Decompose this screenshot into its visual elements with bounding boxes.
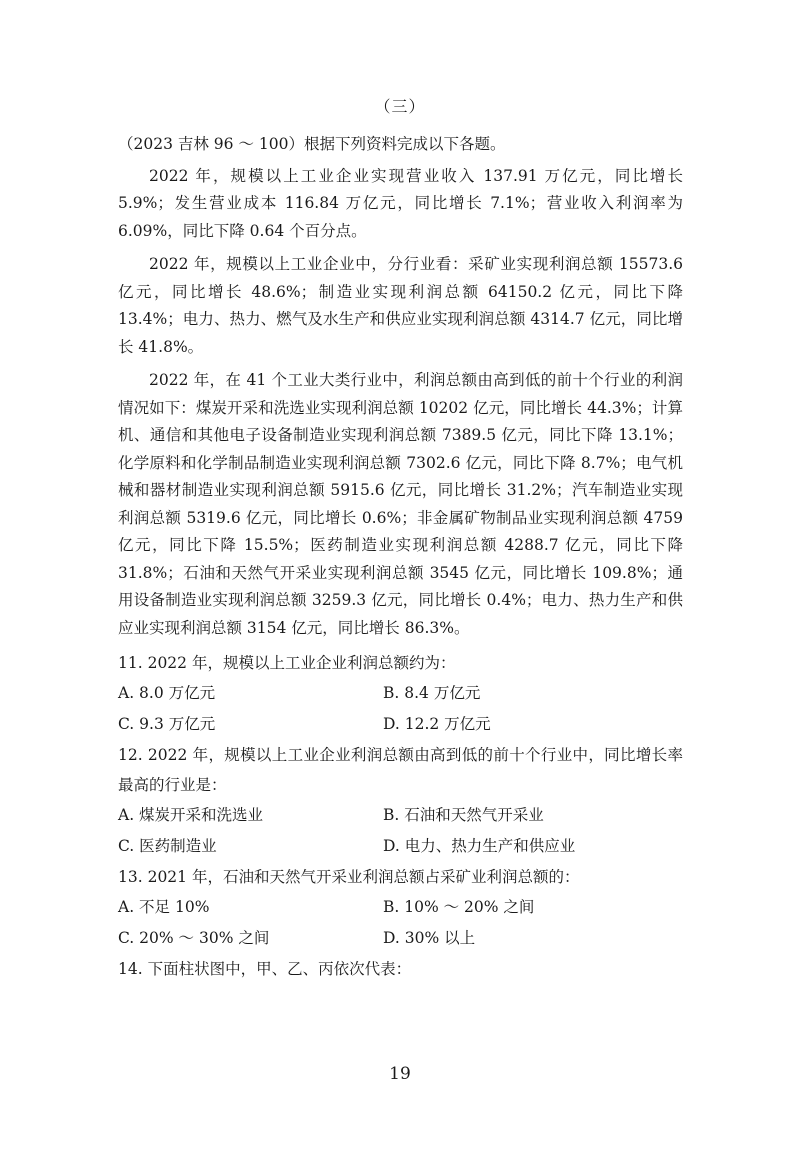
question-13-option-b: B. 10% ～ 20% 之间 (383, 898, 535, 916)
question-13-option-d: D. 30% 以上 (383, 929, 476, 947)
question-14 (118, 954, 683, 984)
question-13-stem: 13. 2021 年，石油和天然气开采业利润总额占采矿业利润总额的： (118, 868, 580, 886)
document-body (118, 131, 683, 984)
intro-line: （2023 吉林 96 ～ 100）根据下列资料完成以下各题。 (118, 135, 506, 153)
question-11-option-d: D. 12.2 万亿元 (383, 715, 491, 733)
question-11-option-a: A. 8.0 万亿元 (118, 684, 216, 702)
question-12 (118, 740, 683, 862)
question-13-option-c: C. 20% ～ 30% 之间 (118, 929, 270, 947)
question-12-options (118, 800, 683, 862)
paragraph-by-sector: 2022 年，规模以上工业企业中，分行业看：采矿业实现利润总额 15573.6 亿元，同比增长 48.6%；制造业实现利润总额 64150.2 亿元，同比下降 13.4%；电力、热力、燃气及水生产和供应业实现利润总额 4314.7 亿元，同比增长 41.8%。 (118, 255, 683, 356)
question-11-stem: 11. 2022 年，规模以上工业企业利润总额约为： (118, 654, 456, 672)
paragraph-revenue: 2022 年，规模以上工业企业实现营业收入 137.91 万亿元，同比增长 5.9%；发生营业成本 116.84 万亿元，同比增长 7.1%；营业收入利润率为 6.09%，同比下降 0.64 个百分点。 (118, 166, 683, 240)
question-12-option-c: C. 医药制造业 (118, 837, 217, 855)
question-11-option-b: B. 8.4 万亿元 (383, 684, 481, 702)
question-12-stem: 12. 2022 年，规模以上工业企业利润总额由高到低的前十个行业中，同比增长率最高的行业是： (118, 746, 683, 794)
question-11 (118, 648, 683, 740)
question-12-option-d: D. 电力、热力生产和供应业 (383, 837, 576, 855)
question-14-stem: 14. 下面柱状图中，甲、乙、丙依次代表： (118, 960, 412, 978)
question-11-options (118, 678, 683, 740)
question-13-option-a: A. 不足 10% (118, 898, 210, 916)
question-11-option-c: C. 9.3 万亿元 (118, 715, 216, 733)
section-title: （三） (374, 97, 426, 116)
paragraph-top-ten: 2022 年，在 41 个工业大类行业中，利润总额由高到低的前十个行业的利润情况如下：煤炭开采和洗选业实现利润总额 10202 亿元，同比增长 44.3%；计算机、通信和其他电子设备制造业实现利润总额 7389.5 亿元，同比下降 13.1%；化学原料和化学制品制造业实现利润总额 7302.6 亿元，同比下降 8.7%；电气机械和器材制造业实现利润总额 5915.6 亿元，同比增长 31.2%；汽车制造业实现利润总额 5319.6 亿元，同比增长 0.6%；非金属矿物制品业实现利润总额 4759 亿元，同比下降 15.5%；医药制造业实现利润总额 4288.7 亿元，同比下降 31.8%；石油和天然气开采业实现利润总额 3545 亿元，同比增长 109.8%；通用设备制造业实现利润总额 3259.3 亿元，同比增长 0.4%；电力、热力生产和供应业实现利润总额 3154 亿元，同比增长 86.3%。 (118, 371, 683, 637)
question-12-option-a: A. 煤炭开采和洗选业 (118, 806, 264, 824)
question-13 (118, 862, 683, 954)
question-13-options (118, 892, 683, 954)
question-12-option-b: B. 石油和天然气开采业 (383, 806, 544, 824)
page-number: 19 (389, 1064, 411, 1084)
